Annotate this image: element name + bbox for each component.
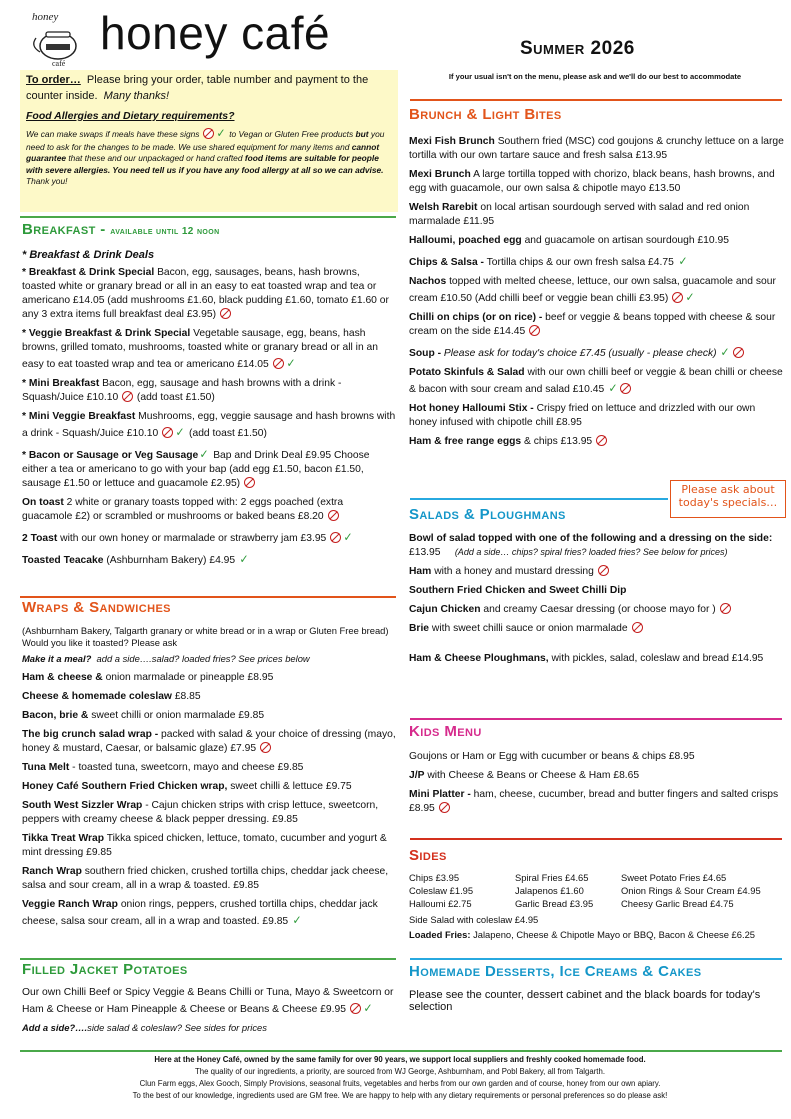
item-name: Ham & cheese & — [22, 671, 103, 683]
gluten-free-icon — [596, 435, 607, 446]
item-name: * Breakfast & Drink Special — [22, 267, 155, 279]
salads-price-line — [409, 546, 784, 560]
menu-item — [409, 584, 784, 598]
wraps-divider — [20, 596, 396, 598]
menu-item — [22, 496, 396, 524]
jackets-divider — [20, 958, 396, 960]
item-name: Tikka Treat Wrap — [22, 832, 105, 844]
kids-title: Kids Menu — [409, 723, 482, 740]
item-desc: 2 white or granary toasts topped with: 2 eggs poached (extra guacamole £2) or scrambled or mushrooms or baked beans £8.20 — [22, 497, 344, 523]
side-prompt-text: side salad & coleslaw? See sides for prices — [87, 1021, 267, 1033]
ploughmans-item — [409, 652, 784, 666]
sides-title: Sides — [409, 847, 447, 864]
item-name: Southern Fried Chicken and Sweet Chilli Dip — [409, 584, 627, 596]
vegan-icon: ✓ — [216, 126, 226, 141]
loaded-fries-label: Loaded Fries: — [409, 929, 471, 941]
right-column — [409, 107, 784, 454]
gluten-free-icon — [328, 510, 339, 521]
gluten-free-icon — [598, 565, 609, 576]
menu-item — [22, 551, 396, 568]
item-name: On toast — [22, 497, 64, 509]
menu-item — [22, 377, 396, 405]
vegan-icon: ✓ — [239, 552, 249, 567]
allergy-thanks: Thank you! — [26, 176, 68, 187]
side-item: Halloumi £2.75 — [409, 898, 472, 910]
allergy-heading: Food Allergies and Dietary requirements? — [26, 109, 235, 122]
salads-price: £13.95 — [409, 546, 441, 558]
item-desc: onion marmalade or pineapple £8.95 — [102, 671, 274, 683]
vegan-icon: ✓ — [608, 380, 618, 395]
allergy-text-part: We can make swaps if meals have these signs — [26, 129, 200, 140]
gluten-free-icon — [350, 1003, 361, 1014]
gluten-free-icon — [220, 308, 231, 319]
item-desc: A large tortilla topped with chorizo, black beans, hash browns, and egg with guacamole, our own salsa & chipotle mayo £13.50 — [409, 168, 775, 194]
menu-item — [22, 266, 396, 322]
breakfast-title — [22, 222, 396, 239]
salads-price-note: (Add a side… chips? spiral fries? loaded fries? See below for prices) — [454, 546, 728, 557]
meal-prompt-label: Make it a meal? — [22, 653, 92, 665]
desserts-section — [409, 964, 784, 1014]
jackets-section — [22, 962, 396, 1034]
order-instructions — [26, 73, 392, 105]
item-desc: Tikka spiced chicken, lettuce, tomato, cucumber and yogurt & mint dressing £9.85 — [22, 832, 387, 858]
item-name: 2 Toast — [22, 533, 58, 545]
desserts-divider — [410, 958, 782, 960]
menu-item — [409, 603, 784, 617]
kids-divider — [410, 718, 782, 720]
menu-item — [409, 750, 784, 764]
salads-title: Salads & Ploughmans — [409, 506, 566, 523]
allergy-text-part: to Vegan or Gluten Free products — [229, 129, 354, 140]
item-desc: with our own honey or marmalade or strawberry jam £3.95 — [57, 533, 327, 545]
item-desc: Bacon, egg, sausage and hash browns with a drink - Squash/Juice £10.10 — [22, 378, 342, 404]
item-name: * Mini Veggie Breakfast — [22, 411, 136, 423]
brunch-divider — [410, 99, 782, 101]
breakfast-subhead: * Breakfast & Drink Deals — [22, 248, 155, 261]
item-name: Ranch Wrap — [22, 865, 82, 877]
item-desc: Tortilla chips & our own fresh salsa £4.75 — [483, 256, 674, 268]
item-name: Honey Café Southern Fried Chicken wrap, — [22, 780, 228, 792]
item-desc: topped with melted cheese, lettuce, our own salsa, guacamole and sour cream £10.50 (Add chilli beef or veggie bean chilli £3.95) — [409, 275, 776, 304]
item-extra: (add toast £1.50) — [134, 392, 215, 404]
menu-item — [409, 253, 784, 270]
menu-item — [22, 865, 396, 893]
menu-item — [22, 728, 396, 756]
item-desc: £8.85 — [171, 690, 201, 702]
desserts-text: Please see the counter, dessert cabinet and the black boards for today's selection — [409, 988, 761, 1014]
menu-item — [22, 690, 396, 704]
gluten-free-icon — [122, 391, 133, 402]
menu-item — [22, 446, 396, 491]
cafe-title: honey café — [100, 7, 331, 59]
item-name: Mini Platter - — [409, 788, 471, 800]
vegan-icon: ✓ — [292, 912, 302, 927]
footer-divider — [20, 1050, 782, 1052]
info-box — [20, 70, 398, 212]
gluten-free-icon — [620, 383, 631, 394]
gluten-free-icon — [439, 802, 450, 813]
brunch-title: Brunch & Light Bites — [409, 106, 562, 123]
item-desc: on local artisan sourdough served with salad and red onion marmalade £11.95 — [409, 201, 750, 227]
menu-item — [22, 410, 396, 441]
side-item: Chips £3.95 — [409, 871, 460, 883]
side-item: Jalapenos £1.60 — [515, 884, 584, 896]
wraps-title: Wraps & Sandwiches — [22, 599, 171, 616]
honey-pot-icon — [26, 8, 96, 68]
item-desc: Bap and Drink Deal £9.95 Choose either a tea or americano to go with your bap (add egg £1.50, bacon £1.50, sausage £1.50 or lettuce and guacamole £2.95) — [22, 450, 370, 490]
menu-item — [409, 435, 784, 449]
sides-section — [409, 848, 784, 942]
menu-item — [22, 799, 396, 827]
jackets-title: Filled Jacket Potatoes — [22, 961, 188, 978]
footer-line: Here at the Honey Café, owned by the same family for over 90 years, we support local suppliers and freshly cooked homemade food. — [154, 1055, 646, 1064]
item-name: Ham & free range eggs — [409, 435, 522, 447]
wraps-intro: (Ashburnham Bakery, Talgarth granary or white bread or in a wrap or Gluten Free bread) Would you like it toasted? Please ask — [22, 624, 389, 649]
wraps-section — [22, 600, 396, 934]
allergy-text-part: you need to ask for the changes to be made. We use shared equipment for many items and — [26, 129, 385, 152]
salads-intro: Bowl of salad topped with one of the following and a dressing on the side: — [409, 532, 773, 544]
breakfast-title-small: available until 12 noon — [110, 226, 220, 237]
item-desc: and creamy Caesar dressing (or choose mayo for ) — [480, 603, 716, 615]
menu-item — [22, 780, 396, 794]
item-name: * Mini Breakfast — [22, 378, 100, 390]
item-desc: onion rings, peppers, crushed tortilla chips, cheddar jack cheese, salsa sour cream, all in a wrap and toasted. £9.85 — [22, 898, 378, 927]
menu-item — [409, 769, 784, 783]
item-desc: with our own chilli beef or veggie & bean chilli or cheese & bacon with sour cream and salad £10.45 — [409, 366, 783, 395]
gluten-free-icon — [632, 622, 643, 633]
item-name: Toasted Teacake — [22, 555, 104, 567]
desserts-title: Homemade Desserts, Ice Creams & Cakes — [409, 963, 702, 980]
item-name: Cajun Chicken — [409, 603, 481, 615]
menu-item — [409, 234, 784, 248]
item-name: Ham & Cheese Ploughmans, — [409, 652, 549, 664]
item-name: Bacon, brie & — [22, 709, 89, 721]
sides-divider — [410, 838, 782, 840]
gluten-free-icon — [203, 128, 214, 139]
menu-item — [22, 529, 396, 546]
item-name: Ham — [409, 565, 432, 577]
side-prompt-label: Add a side?…. — [22, 1021, 88, 1033]
item-name: Halloumi, poached egg — [409, 234, 522, 246]
item-desc: with a honey and mustard dressing — [431, 565, 594, 577]
vegan-icon: ✓ — [363, 1000, 373, 1015]
item-desc: and guacamole on artisan sourdough £10.95 — [521, 234, 729, 246]
item-name: Cheese & homemade coleslaw — [22, 690, 172, 702]
side-item: Sweet Potato Fries £4.65 — [621, 871, 727, 883]
side-item: Spiral Fries £4.65 — [515, 871, 589, 883]
menu-item — [409, 275, 784, 306]
item-desc: southern fried chicken, crushed tortilla chips, cheddar jack cheese, salsa and sour cream, all in a wrap & toasted. £9.85 — [22, 865, 389, 891]
salads-section — [409, 507, 784, 671]
left-column — [22, 222, 396, 573]
item-name: Mexi Brunch — [409, 168, 471, 180]
item-name: The big crunch salad wrap - — [22, 728, 159, 740]
menu-item — [409, 366, 784, 397]
season-label: Summer 2026 — [520, 38, 635, 59]
gluten-free-icon — [273, 358, 284, 369]
item-name: Chilli on chips (or on rice) - — [409, 311, 543, 323]
gluten-free-icon — [720, 603, 731, 614]
breakfast-title-text: Breakfast - — [22, 221, 106, 238]
item-extra: (add toast £1.50) — [186, 428, 267, 440]
item-desc: Bacon, egg, sausages, beans, hash browns, toasted white or granary bread or all in an easy to eat toasted wrap and tea or americano £14.05 (add mushrooms £1.60, black pudding £1.60, tomato £1.60 or any 3 extra items full breakfast deal £3.95) — [22, 267, 389, 321]
item-desc: Southern fried (MSC) cod goujons & crunchy lettuce on a large tortilla with our own tartare sauce and fresh salsa £13.95 — [409, 135, 784, 161]
item-name: Nachos — [409, 275, 447, 287]
side-salad: Side Salad with coleslaw £4.95 — [409, 913, 539, 925]
vegan-icon: ✓ — [343, 530, 353, 545]
footer — [20, 1054, 780, 1102]
item-desc: packed with salad & your choice of dressing (mayo, honey & mustard, Caesar, or balsamic glaze) £7.95 — [22, 728, 396, 754]
vegan-icon: ✓ — [720, 344, 731, 359]
side-item: Cheesy Garlic Bread £4.75 — [621, 898, 734, 910]
item-desc: Vegetable sausage, egg, beans, hash browns, grilled tomato, mushrooms, toasted white or granary bread or all in an easy to eat toasted wrap and tea or americano £14.05 — [22, 328, 378, 371]
sides-grid — [409, 871, 784, 911]
breakfast-divider — [20, 216, 396, 218]
item-name: Soup - — [409, 347, 442, 359]
menu-item — [409, 201, 784, 229]
menu-item — [409, 135, 784, 163]
item-desc: (Ashburnham Bakery) £4.95 — [103, 555, 236, 567]
menu-item — [22, 671, 396, 685]
wraps-meal-prompt — [22, 653, 396, 666]
gluten-free-icon — [529, 325, 540, 336]
vegan-icon: ✓ — [199, 447, 209, 462]
item-name: * Veggie Breakfast & Drink Special — [22, 328, 191, 340]
item-name: Mexi Fish Brunch — [409, 135, 495, 147]
menu-item — [409, 788, 784, 816]
footer-line: The quality of our ingredients, a priority, are sourced from WJ George, Ashburnham, and Pobl Bakery, all from Talgarth. — [195, 1067, 605, 1077]
allergy-text-part: cannot guarantee — [26, 141, 380, 164]
vegan-icon: ✓ — [175, 425, 185, 440]
item-desc: beef or veggie & beans topped with cheese & sour cream on the side £14.45 — [409, 311, 776, 337]
order-text: Please bring your order, table number and payment to the counter inside. — [26, 74, 369, 102]
order-label: To order… — [26, 74, 81, 86]
menu-item — [409, 565, 784, 579]
gluten-free-icon — [162, 427, 173, 438]
side-item: Garlic Bread £3.95 — [515, 898, 594, 910]
item-name: Veggie Ranch Wrap — [22, 898, 118, 910]
allergy-text-part: food items are suitable for people with severe allergies. You need tell us if you have any food allergy at all so we can advise. — [26, 153, 384, 175]
usual-note: If your usual isn't on the menu, please ask and we'll do our best to accommodate — [448, 72, 742, 81]
allergy-text-part: that these and our unpackaged or hand crafted — [68, 153, 243, 164]
gluten-free-icon — [260, 742, 271, 753]
vegan-icon: ✓ — [678, 253, 688, 268]
side-item: Onion Rings & Sour Cream £4.95 — [621, 884, 761, 896]
menu-item — [409, 344, 784, 361]
menu-item — [409, 311, 784, 339]
logo-text-top: honey — [32, 11, 59, 23]
side-item: Coleslaw £1.95 — [409, 884, 474, 896]
item-desc: with Cheese & Beans or Cheese & Ham £8.65 — [424, 769, 640, 781]
item-desc: Please ask for today's choice £7.45 (usually - please check) — [441, 347, 717, 359]
allergy-text — [26, 125, 392, 188]
item-name: J/P — [409, 769, 425, 781]
vegan-icon: ✓ — [286, 356, 296, 371]
gluten-free-icon — [244, 477, 255, 488]
item-name: Hot honey Halloumi Stix - — [409, 402, 534, 414]
item-name: Chips & Salsa - — [409, 256, 484, 268]
item-desc: - toasted tuna, sweetcorn, mayo and cheese £9.85 — [69, 761, 304, 773]
menu-item — [22, 327, 396, 372]
item-name: Tuna Melt — [22, 761, 70, 773]
item-desc: Mushrooms, egg, veggie sausage and hash browns with a drink - Squash/Juice £10.10 — [22, 411, 396, 440]
footer-line: To the best of our knowledge, ingredients used are GM free. We are happy to help with any dietary requirements or personal preferences so do please ask! — [132, 1091, 668, 1101]
menu-item — [22, 761, 396, 775]
item-name: South West Sizzler Wrap — [22, 799, 143, 811]
item-desc: sweet chilli or onion marmalade £9.85 — [88, 709, 265, 721]
salads-divider — [410, 498, 668, 500]
item-desc: Goujons or Ham or Egg with cucumber or beans & chips £8.95 — [409, 750, 695, 762]
kids-section — [409, 724, 784, 821]
allergy-text-part: but — [355, 129, 369, 140]
loaded-fries — [409, 929, 784, 942]
menu-item — [409, 168, 784, 196]
jackets-side-prompt — [22, 1022, 396, 1035]
item-desc: - Cajun chicken strips with crisp lettuce, sweetcorn, peppers with creamy cheese & black pepper dressing. £9.85 — [22, 799, 379, 825]
item-desc: Crispy fried on lettuce and drizzled with our own honey infused with chipotle chill £8.95 — [409, 402, 756, 428]
specials-callout: Please ask about today's specials… — [670, 480, 786, 518]
item-desc: sweet chilli & lettuce £9.75 — [227, 780, 352, 792]
item-desc: with sweet chilli sauce or onion marmalade — [429, 622, 628, 634]
jackets-text — [22, 986, 396, 1017]
item-name: Welsh Rarebit — [409, 201, 478, 213]
jackets-desc: Our own Chilli Beef or Spicy Veggie & Beans Chilli or Tuna, Mayo & Sweetcorn or Ham & Cheese or Ham Pineapple & Cheese or Beans & Cheese £9.95 — [22, 986, 394, 1015]
gluten-free-icon — [330, 532, 341, 543]
meal-prompt-text: add a side….salad? loaded fries? See prices below — [96, 653, 310, 665]
gluten-free-icon — [672, 292, 683, 303]
menu-item — [409, 402, 784, 430]
order-thanks: Many thanks! — [103, 89, 170, 102]
footer-line: Clun Farm eggs, Alex Gooch, Simply Provisions, seasonal fruits, vegetables and herbs from our own garden and of course, honey from our own apiary. — [139, 1079, 661, 1089]
item-desc: with pickles, salad, coleslaw and bread £14.95 — [548, 652, 764, 664]
menu-item — [409, 622, 784, 636]
loaded-fries-text: Jalapeno, Cheese & Chipotle Mayo or BBQ, Bacon & Cheese £6.25 — [470, 929, 756, 941]
logo-text-bottom: café — [52, 59, 66, 68]
vegan-icon: ✓ — [685, 289, 695, 304]
item-name: Brie — [409, 622, 430, 634]
gluten-free-icon — [733, 347, 744, 358]
menu-item — [22, 898, 396, 929]
menu-item — [22, 709, 396, 723]
item-desc: & chips £13.95 — [521, 435, 593, 447]
item-name: Potato Skinfuls & Salad — [409, 366, 525, 378]
item-desc: ham, cheese, cucumber, bread and butter fingers and salted crisps £8.95 — [409, 788, 779, 814]
honey-cafe-logo — [26, 8, 96, 68]
menu-item — [22, 832, 396, 860]
item-name: * Bacon or Sausage or Veg Sausage — [22, 450, 199, 462]
